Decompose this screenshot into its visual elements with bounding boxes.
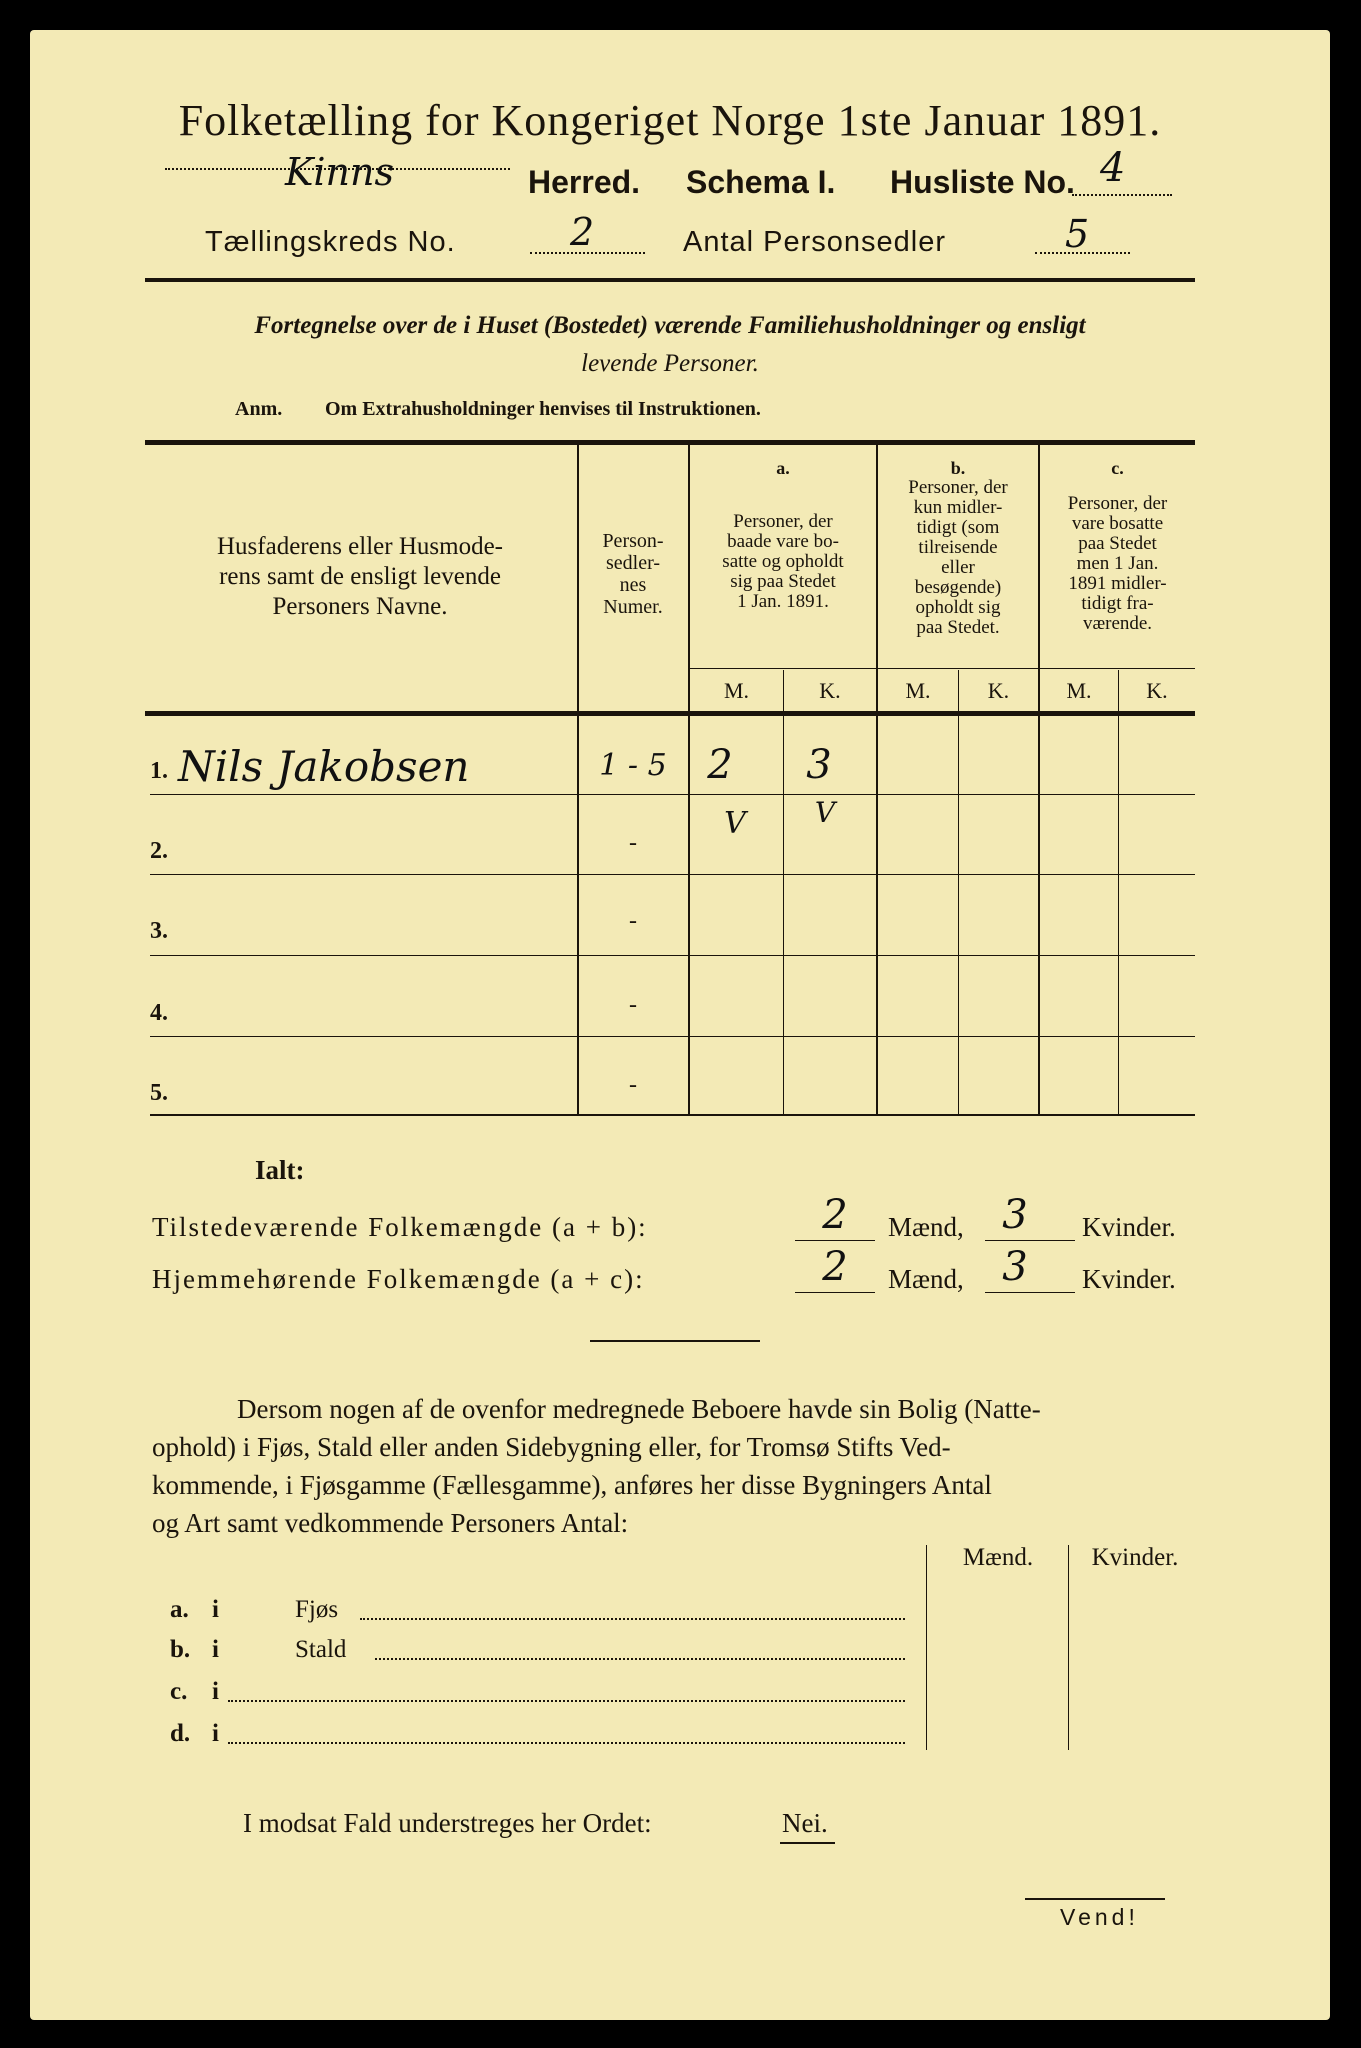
antal-value: 5 — [1065, 212, 1090, 256]
col-a-header: Personer, der baade vare bo- satte og opholdt sig paa Stedet 1 Jan. 1891. — [722, 511, 844, 612]
tilstede-m-line — [795, 1240, 875, 1241]
building-c-dots — [228, 1700, 905, 1702]
row-4-numer: - — [629, 992, 637, 1018]
row-1-number: 1. — [150, 758, 168, 784]
building-a-label: Fjøs — [295, 1596, 339, 1623]
hjemme-m-line — [795, 1292, 875, 1293]
vend-label: Vend! — [1060, 1904, 1139, 1930]
row-3-numer: - — [629, 908, 637, 934]
herred-value: Kinns — [285, 150, 394, 194]
section-divider — [590, 1340, 760, 1342]
building-d-dots — [228, 1742, 905, 1744]
herred-label: Herred. — [528, 164, 641, 200]
row-1-name: Nils Jakobsen — [178, 742, 470, 791]
header-rule — [145, 278, 1195, 282]
col-b-header: Personer, der kun midler- tidigt (som tilreisende eller besøgende) opholdt sig paa Stedet. — [908, 477, 1008, 638]
kreds-value: 2 — [570, 210, 595, 254]
row-rule-4 — [150, 1036, 1195, 1037]
tilstede-label: Tilstedeværende Folkemængde (a + b): — [152, 1212, 648, 1242]
building-b-prep: i — [212, 1636, 219, 1663]
col-b-k-label: K. — [987, 678, 1010, 703]
row-2-a-k-check: V — [814, 796, 836, 829]
nei-underline — [780, 1842, 835, 1844]
row-2-numer: - — [629, 830, 637, 856]
intro-line-2: levende Personer. — [581, 350, 759, 377]
col-c-letter: c. — [1111, 458, 1124, 478]
building-b-letter: b. — [170, 1636, 191, 1663]
buildings-paragraph: Dersom nogen af de ovenfor medregnede Beboere havde sin Bolig (Natte- ophold) i Fjøs, Stald eller anden Sidebygning eller, for Tromsø Stifts Ved- kommende, i Fjøsgamme (Fællesgamme), anføres her disse Bygningers Antal og Art samt vedkommende Personers Antal: — [152, 1394, 1041, 1538]
building-d-prep: i — [212, 1720, 219, 1747]
anm-label: Anm. — [235, 398, 283, 420]
row-rule-2 — [150, 874, 1195, 875]
hjemme-k-value: 3 — [1002, 1244, 1028, 1290]
tilstede-k-line — [985, 1240, 1075, 1241]
hjemme-m-value: 2 — [822, 1244, 848, 1290]
col-divider-1 — [577, 445, 579, 1115]
hjemme-label: Hjemmehørende Folkemængde (a + c): — [152, 1264, 645, 1294]
modsat-text: I modsat Fald understreges her Ordet: — [243, 1808, 652, 1838]
husliste-value: 4 — [1100, 145, 1126, 191]
antal-label: Antal Personsedler — [683, 226, 947, 258]
numer-column-header: Person- sedler- nes Numer. — [602, 530, 664, 618]
buildings-kvinder-header: Kvinder. — [1091, 1544, 1179, 1571]
row-1-a-m: 2 — [707, 742, 733, 788]
tilstede-kvinder-label: Kvinder. — [1082, 1212, 1176, 1242]
col-b-m-label: M. — [905, 678, 931, 703]
row-3-number: 3. — [150, 918, 168, 944]
buildings-maend-header: Mænd. — [962, 1544, 1034, 1571]
col-c-mk-divider — [1118, 670, 1119, 1115]
col-a-letter: a. — [776, 458, 790, 478]
tilstede-m-value: 2 — [822, 1192, 848, 1238]
row-2-a-m-check: V — [724, 806, 746, 841]
row-rule-1 — [150, 794, 1195, 795]
col-a-mk-divider — [783, 670, 784, 1115]
hjemme-k-line — [985, 1292, 1075, 1293]
col-b-letter: b. — [950, 458, 966, 478]
building-d-letter: d. — [170, 1720, 191, 1747]
building-a-letter: a. — [170, 1596, 189, 1623]
col-c-header: Personer, der vare bosatte paa Stedet men 1 Jan. 1891 midler- tidigt fra- værende. — [1067, 493, 1168, 634]
col-b-mk-divider — [958, 670, 959, 1115]
row-rule-3 — [150, 955, 1195, 956]
tilstede-k-value: 3 — [1002, 1192, 1028, 1238]
intro-line-1: Fortegnelse over de i Huset (Bostedet) værende Familiehusholdninger og ensligt — [254, 312, 1086, 339]
col-a-m-label: M. — [723, 678, 750, 703]
row-1-numer: 1 - 5 — [599, 748, 667, 783]
row-4-number: 4. — [150, 1000, 168, 1026]
tilstede-maend-label: Mænd, — [888, 1212, 964, 1242]
building-b-dots — [375, 1658, 905, 1660]
anm-text: Om Extrahusholdninger henvises til Instruktionen. — [325, 398, 761, 420]
kreds-label: Tællingskreds No. — [205, 226, 456, 258]
row-5-numer: - — [629, 1072, 637, 1098]
building-a-prep: i — [212, 1596, 219, 1623]
hjemme-maend-label: Mænd, — [888, 1264, 964, 1294]
building-a-dots — [360, 1618, 905, 1620]
schema-label: Schema I. — [686, 164, 836, 200]
husliste-label: Husliste No. — [890, 164, 1075, 200]
building-c-letter: c. — [170, 1678, 188, 1705]
nei-word: Nei. — [782, 1808, 828, 1838]
building-c-prep: i — [212, 1678, 219, 1705]
names-column-header: Husfaderens eller Husmode- rens samt de ensligt levende Personers Navne. — [216, 533, 503, 620]
row-2-number: 2. — [150, 838, 168, 864]
ialt-label: Ialt: — [255, 1155, 305, 1185]
buildings-col-divider-2 — [1068, 1545, 1069, 1750]
husliste-dotted-line — [1072, 194, 1172, 196]
col-c-m-label: M. — [1066, 678, 1092, 703]
col-a-k-label: K. — [819, 678, 841, 703]
vend-rule — [1025, 1898, 1165, 1900]
col-c-k-label: K. — [1146, 678, 1168, 703]
row-rule-5 — [150, 1114, 1195, 1116]
buildings-col-divider-1 — [926, 1545, 927, 1750]
row-1-a-k: 3 — [806, 742, 832, 788]
hjemme-kvinder-label: Kvinder. — [1082, 1264, 1176, 1294]
row-5-number: 5. — [150, 1080, 168, 1106]
building-b-label: Stald — [295, 1636, 347, 1663]
form-title: Folketælling for Kongeriget Norge 1ste Januar 1891. — [178, 96, 1162, 145]
mk-header-rule — [690, 668, 1195, 669]
